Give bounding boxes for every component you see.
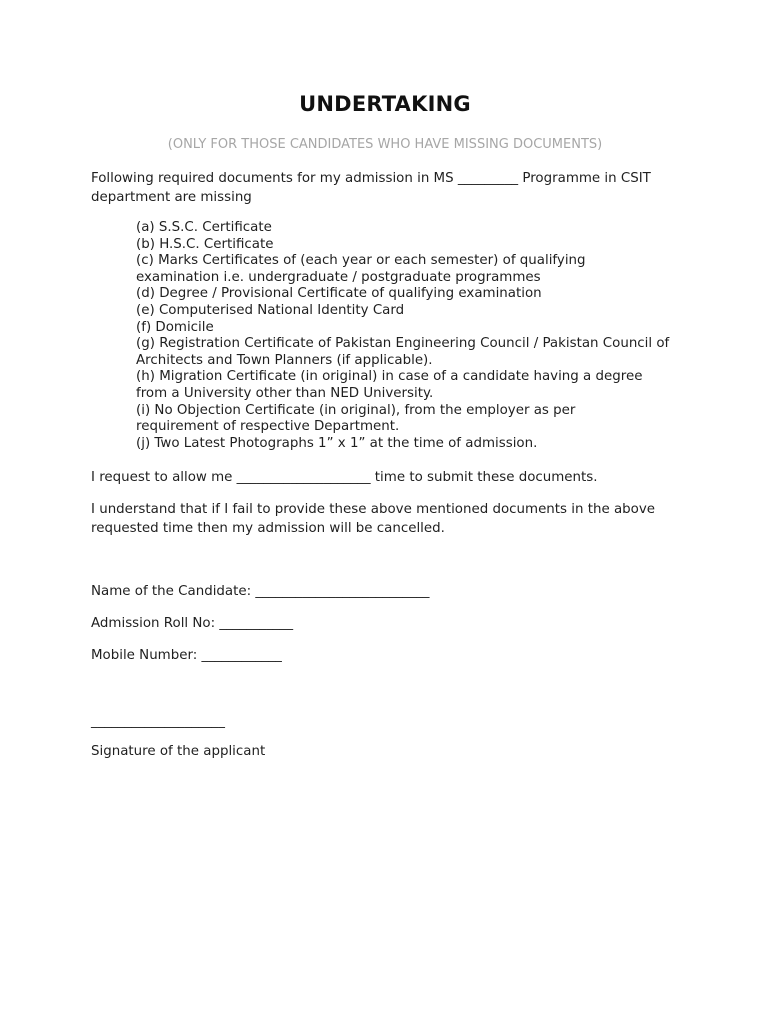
- list-item: (e) Computerised National Identity Card: [136, 302, 405, 318]
- list-item: (j) Two Latest Photographs 1” x 1” at the time of admission.: [136, 435, 538, 451]
- list-item: (c) Marks Certificates of (each year or each semester) of qualifying examination i.e. undergraduate / postgraduate programmes: [136, 253, 586, 285]
- list-item: (f) Domicile: [136, 319, 214, 335]
- candidate-name-field: Name of the Candidate: __________________________: [91, 584, 430, 599]
- roll-number-field: Admission Roll No: ___________: [91, 616, 294, 631]
- mobile-number-field: Mobile Number: ____________: [91, 648, 282, 663]
- list-item: (b) H.S.C. Certificate: [136, 236, 274, 252]
- intro-paragraph: Following required documents for my admission in MS _________ Programme in CSIT department are missing: [91, 171, 651, 205]
- request-paragraph: I request to allow me ____________________ time to submit these documents.: [91, 470, 598, 485]
- missing-documents-list: [136, 220, 696, 452]
- list-item: (h) Migration Certificate (in original) in case of a candidate having a degree from a University other than NED University.: [136, 369, 643, 401]
- signature-label: Signature of the applicant: [91, 744, 266, 759]
- signature-line: ____________________: [91, 714, 225, 729]
- list-item: (i) No Objection Certificate (in original), from the employer as per requirement of respective Department.: [136, 402, 576, 435]
- page-subtitle: (ONLY FOR THOSE CANDIDATES WHO HAVE MISSING DOCUMENTS): [167, 137, 603, 152]
- list-item: (a) S.S.C. Certificate: [136, 220, 272, 235]
- list-item: (d) Degree / Provisional Certificate of qualifying examination: [136, 286, 542, 302]
- list-item: (g) Registration Certificate of Pakistan Engineering Council / Pakistan Council of Architects and Town Planners (if applicable).: [136, 336, 670, 368]
- page-title: UNDERTAKING: [299, 92, 471, 116]
- understanding-paragraph: I understand that if I fail to provide these above mentioned documents in the above requested time then my admission will be cancelled.: [91, 502, 656, 536]
